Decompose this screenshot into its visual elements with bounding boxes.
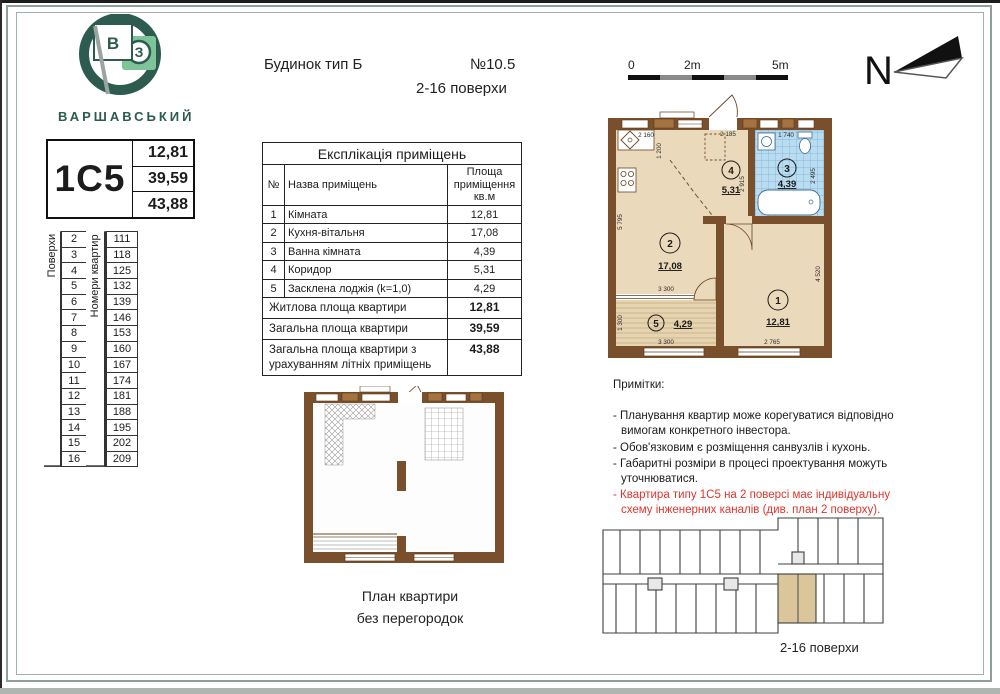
plan-without-partitions <box>302 386 514 578</box>
building-floors: 2-16 поверхи <box>416 80 507 97</box>
apt-cell: 181 <box>106 388 137 404</box>
room-area: 4,39 <box>448 242 522 261</box>
floor-cell: 12 <box>61 388 86 404</box>
floor-cell: 14 <box>61 419 86 435</box>
apt-cell: 202 <box>106 435 137 451</box>
apt-cell: 118 <box>106 247 137 263</box>
apt-cell: 132 <box>106 278 137 294</box>
svg-text:2 160: 2 160 <box>638 132 654 139</box>
apt-cell: 160 <box>106 341 137 357</box>
scan-edge-bottom <box>0 688 1000 694</box>
floors-table <box>44 231 138 467</box>
svg-text:0: 0 <box>628 58 635 72</box>
room-no: 3 <box>263 242 285 261</box>
scan-edge-left <box>0 0 2 694</box>
apartment-plan <box>608 86 832 366</box>
svg-text:3: 3 <box>784 164 790 175</box>
svg-text:1 740: 1 740 <box>778 132 794 139</box>
apt-cell: 195 <box>106 419 137 435</box>
svg-text:12,81: 12,81 <box>766 317 790 328</box>
room-no: 1 <box>263 205 285 224</box>
explication-table <box>262 142 522 376</box>
floor-cell: 8 <box>61 325 86 341</box>
svg-text:1 300: 1 300 <box>617 315 624 331</box>
floor-cell: 5 <box>61 278 86 294</box>
summary-value: 39,59 <box>448 319 522 340</box>
summary-label: Житлова площа квартири <box>263 298 448 319</box>
unit-code: 1С5 <box>48 141 133 217</box>
svg-text:5m: 5m <box>772 58 789 72</box>
svg-text:В: В <box>106 34 120 53</box>
apartments-column-label: Номери квартир <box>86 231 106 466</box>
unit-total-summer-area: 43,88 <box>147 195 188 213</box>
svg-text:3 300: 3 300 <box>658 339 674 346</box>
floor-cell: 13 <box>61 404 86 420</box>
scale-bar <box>620 56 802 86</box>
room-name: Кімната <box>285 205 448 224</box>
svg-text:1 200: 1 200 <box>656 143 663 159</box>
room-no: 5 <box>263 279 285 298</box>
logo-emblem-icon <box>64 14 182 100</box>
apt-cell: 188 <box>106 404 137 420</box>
room-area: 5,31 <box>448 261 522 280</box>
svg-text:3 300: 3 300 <box>658 286 674 293</box>
col-header-name: Назва приміщень <box>285 165 448 206</box>
brand-name: ВАРШАВСЬКИЙ <box>58 109 195 124</box>
floor-cell: 6 <box>61 294 86 310</box>
north-arrow-icon <box>856 28 966 96</box>
note-item-red: - Квартира типу 1С5 на 2 поверсі має індивідуальну схему інженерних каналів (див. план 2 поверху). <box>613 489 891 517</box>
notes <box>613 378 895 519</box>
floor-cell: 11 <box>61 372 86 388</box>
room-name: Кухня-вітальня <box>285 224 448 243</box>
room-area: 12,81 <box>448 205 522 224</box>
svg-text:4 520: 4 520 <box>815 266 822 282</box>
apt-cell: 111 <box>106 231 137 247</box>
note-item: - Обов'язковим є розміщення санвузлів і кухонь. <box>613 441 871 454</box>
summary-value: 43,88 <box>448 340 522 376</box>
apt-cell: 209 <box>106 451 137 467</box>
floor-cell: 9 <box>61 341 86 357</box>
room-name: Засклена лоджія (k=1,0) <box>285 279 448 298</box>
room-no: 4 <box>263 261 285 280</box>
svg-text:4,39: 4,39 <box>777 179 797 190</box>
svg-text:2: 2 <box>667 239 673 250</box>
logo <box>58 14 195 124</box>
floor-cell: 16 <box>61 451 86 467</box>
explication-title: Експлікація приміщень <box>263 143 522 165</box>
room-no: 2 <box>263 224 285 243</box>
svg-text:2 495: 2 495 <box>810 168 817 184</box>
summary-label: Загальна площа квартири з урахуванням літніх приміщень <box>263 340 448 376</box>
apt-cell: 167 <box>106 357 137 373</box>
summary-value: 12,81 <box>448 298 522 319</box>
note-item: - Планування квартир може корегуватися відповідно вимогам конкретного інвестора. <box>613 410 894 438</box>
floor-cell: 10 <box>61 357 86 373</box>
floor-cell: 15 <box>61 435 86 451</box>
apt-cell: 125 <box>106 262 137 278</box>
svg-text:2 915: 2 915 <box>739 176 746 192</box>
svg-text:4,29: 4,29 <box>673 319 693 330</box>
apt-cell: 153 <box>106 325 137 341</box>
notes-title: Примітки: <box>613 379 665 391</box>
floor-cell: 3 <box>61 247 86 263</box>
svg-text:5,31: 5,31 <box>721 185 741 196</box>
unit-total-area: 39,59 <box>133 167 193 193</box>
svg-text:4: 4 <box>728 166 734 177</box>
bottom-plan-caption: План квартири без перегородок <box>356 588 464 626</box>
floor-cell: 2 <box>61 231 86 247</box>
room-area: 4,29 <box>448 279 522 298</box>
svg-text:2 185: 2 185 <box>720 131 736 138</box>
floor-cell: 7 <box>61 309 86 325</box>
svg-text:1: 1 <box>775 296 781 307</box>
room-name: Коридор <box>285 261 448 280</box>
col-header-area: Площа приміщення кв.м <box>448 165 522 206</box>
floors-column-label: Поверхи <box>44 231 61 466</box>
col-header-no: № <box>263 165 285 206</box>
svg-text:5 795: 5 795 <box>617 214 624 230</box>
svg-text:5: 5 <box>653 319 659 330</box>
floor-cell: 4 <box>61 262 86 278</box>
summary-label: Загальна площа квартири <box>263 319 448 340</box>
apt-cell: 139 <box>106 294 137 310</box>
svg-text:2m: 2m <box>684 58 701 72</box>
svg-text:N: N <box>864 49 893 93</box>
scan-edge-top <box>0 0 1000 3</box>
svg-text:17,08: 17,08 <box>658 261 682 272</box>
building-number: №10.5 <box>470 56 516 73</box>
building-overview-plan <box>596 512 896 637</box>
apt-cell: 174 <box>106 372 137 388</box>
room-name: Ванна кімната <box>285 242 448 261</box>
svg-text:2 765: 2 765 <box>764 339 780 346</box>
room-area: 17,08 <box>448 224 522 243</box>
svg-text:З: З <box>134 44 144 60</box>
note-item: - Габаритні розміри в процесі проектування можуть уточнюватися. <box>613 457 888 485</box>
apt-cell: 146 <box>106 309 137 325</box>
building-type: Будинок тип Б <box>264 56 363 73</box>
unit-card <box>46 139 195 219</box>
building-plan-label: 2-16 поверхи <box>780 640 859 655</box>
unit-living-area: 12,81 <box>133 141 193 167</box>
